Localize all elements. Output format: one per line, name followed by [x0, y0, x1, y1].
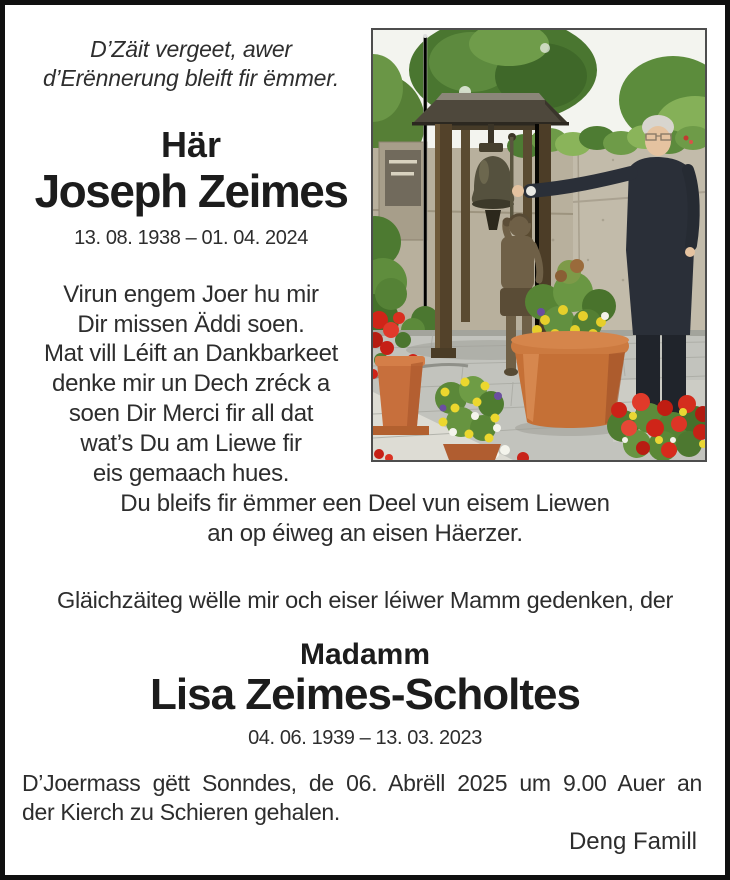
- gratitude-paragraph: Mat vill Léift an Dankbarkeet denke mir un Dech zréck a soen Dir Merci fir all dat wat’s Du am Liewe fir eis gemaach hues.: [43, 340, 339, 487]
- primary-title: Här: [160, 124, 222, 165]
- mother-intro: Gläichzäiteg wëlle mir och eiser léiwer Mamm gedenken, der: [56, 587, 674, 613]
- family-signature: Deng Famill: [568, 828, 697, 855]
- service-notice-line-2: der Kierch zu Schieren gehalen.: [22, 799, 341, 825]
- memorial-quote: [11, 35, 371, 93]
- memorial-photo: [371, 28, 707, 462]
- primary-name: Joseph Zeimes: [34, 165, 348, 217]
- service-notice: [22, 769, 702, 827]
- memorial-photo-graphic: [373, 30, 705, 460]
- secondary-name: Lisa Zeimes-Scholtes: [150, 670, 580, 719]
- secondary-title: Madamm: [299, 638, 431, 671]
- quote-line-2: d’Erënnerung bleift fir ëmmer.: [42, 65, 340, 91]
- anniversary-paragraph: Virun engem Joer hu mir Dir missen Äddi soen.: [63, 281, 319, 338]
- secondary-dates: 04. 06. 1939 – 13. 03. 2023: [248, 727, 482, 749]
- service-notice-line-1: D’Joermass gëtt Sonndes, de 06. Abrëll 2025 um 9.00 Auer an: [22, 770, 702, 796]
- quote-line-1: D’Zäit vergeet, awer: [90, 36, 292, 62]
- photo-flagpole: [423, 34, 427, 334]
- primary-dates: 13. 08. 1938 – 01. 04. 2024: [74, 227, 308, 249]
- remembrance-paragraph: Du bleifs fir ëmmer een Deel vun eisem Liewen an op éiweg an eisen Häerzer.: [120, 490, 610, 547]
